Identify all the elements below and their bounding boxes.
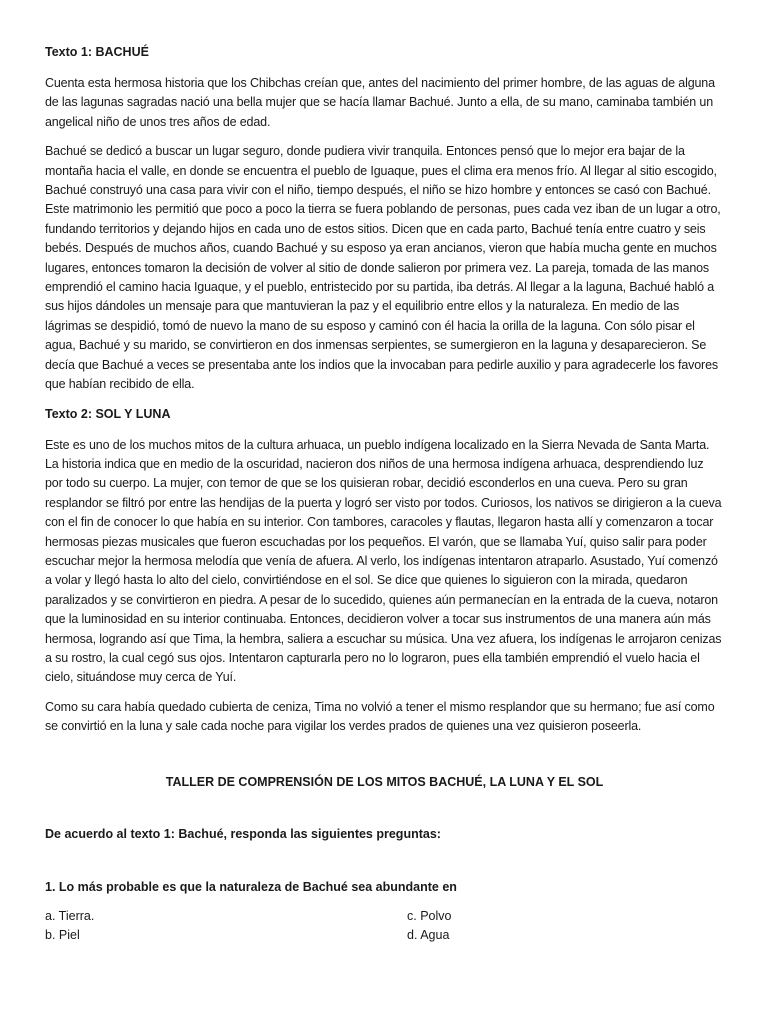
taller-title: TALLER DE COMPRENSIÓN DE LOS MITOS BACHUÉ, LA LUNA Y EL SOL — [165, 774, 604, 789]
option-d: d. Agua — [407, 927, 450, 942]
option-c: c. Polvo — [407, 908, 452, 923]
texto2-paragraph-2: Como su cara había quedado cubierta de ceniza, Tima no volvió a tener el mismo resplandor que su hermano; fue así como se convirtió en la luna y sale cada noche para vigilar los verdes prados de quienes una vez quisieron poseerla. — [45, 699, 715, 734]
question-1-options — [45, 907, 724, 945]
texto2-paragraph-1: Este es uno de los muchos mitos de la cultura arhuaca, un pueblo indígena localizado en la Sierra Nevada de Santa Marta. La historia indica que en medio de la oscuridad, nacieron dos niños de una hermosa indígena arhuaca, desprendiendo luz por todo su cuerpo. La mujer, con temor de que se los quisieran robar, decidió esconderlos en una cueva. Pero su gran resplandor se filtró por entre las hendijas de la puerta y logró ser visto por todos. Curiosos, los nativos se dirigieron a la cueva con el fin de conocer lo que había en su interior. Con tambores, caracoles y flautas, llegaron hasta allí y comenzaron a tocar hermosas piezas musicales que fueron escuchadas por los pequeños. El varón, que se llamaba Yuí, quiso salir para poder escuchar mejor la hermosa melodía que venía de afuera. Al verlo, los indígenas intentaron atraparlo. Asustado, Yuí comenzó a volar y llegó hasta lo alto del cielo, convirtiéndose en el sol. Se dice que quienes lo siguieron con la mirada, quedaron paralizados y se convirtieron en piedra. A pesar de lo sucedido, quienes aún permanecían en la entrada de la cueva, notaron que la luminosidad en su interior continuaba. Entonces, decidieron volver a tocar sus instrumentos de una manera aún más hermosa, logrando así que Tima, la hembra, saliera a escuchar su música. Una vez afuera, los indígenas le arrojaron cenizas a su rostro, la cual cegó sus ojos. Intentaron capturarla pero no lo lograron, pues ella también emprendió el vuelo hacia el cielo, situándose muy cerca de Yuí. — [45, 437, 722, 685]
texto1-title: Texto 1: BACHUÉ — [45, 45, 149, 59]
texto1-paragraph-1: Cuenta esta hermosa historia que los Chibchas creían que, antes del nacimiento del primer hombre, de las aguas de alguna de las lagunas sagradas nació una bella mujer que se hacía llamar Bachué. Junto a ella, de su mano, caminaba también un angelical niño de unos tres años de edad. — [45, 76, 715, 129]
option-a: a. Tierra. — [45, 908, 95, 923]
texto1-paragraph-2: Bachué se dedicó a buscar un lugar seguro, donde pudiera vivir tranquila. Entonces pensó que lo mejor era bajar de la montaña hacia el valle, en donde se encuentra el pueblo de Iguaque, pues el clima era menos frío. Al llegar al sitio escogido, Bachué construyó una casa para vivir con el niño, tiempo después, el niño se hizo hombre y entonces se casó con Bachué. Este matrimonio les permitió que poco a poco la tierra se fuera poblando de personas, pues cada vez iban de un lugar a otro, fundando territorios y dejando hijos en cada uno de estos sitios. Dicen que en cada parto, Bachué tenía entre cuatro y seis bebés. Después de muchos años, cuando Bachué y su esposo ya eran ancianos, vieron que había mucha gente en muchos lugares, entonces tomaron la decisión de volver al sitio de donde salieron por primera vez. La pareja, tomada de las manos emprendió el camino hacia Iguaque, y el pueblo, entristecido por su partida, iba detrás. Al llegar a la laguna, Bachué habló a sus hijos dándoles un mensaje para que mantuvieran la paz y el equilibrio entre ellos y la naturaleza. En medio de las lágrimas se despidió, tomó de nuevo la mano de su esposo y caminó con él hacia la orilla de la laguna. Con sólo pisar el agua, Bachué y su marido, se convirtieron en dos inmensas serpientes, se sumergieron en la laguna y desaparecieron. Se decía que Bachué a veces se presentaba ante los indios que la invocaban para pedirle auxilio y para agradecerle los favores que habían recibido de ella. — [45, 144, 721, 392]
texto2-title: Texto 2: SOL Y LUNA — [45, 406, 171, 421]
question-1: 1. Lo más probable es que la naturaleza de Bachué sea abundante en — [45, 879, 457, 894]
option-b: b. Piel — [45, 927, 80, 942]
taller-intro: De acuerdo al texto 1: Bachué, responda las siguientes preguntas: — [45, 826, 441, 841]
